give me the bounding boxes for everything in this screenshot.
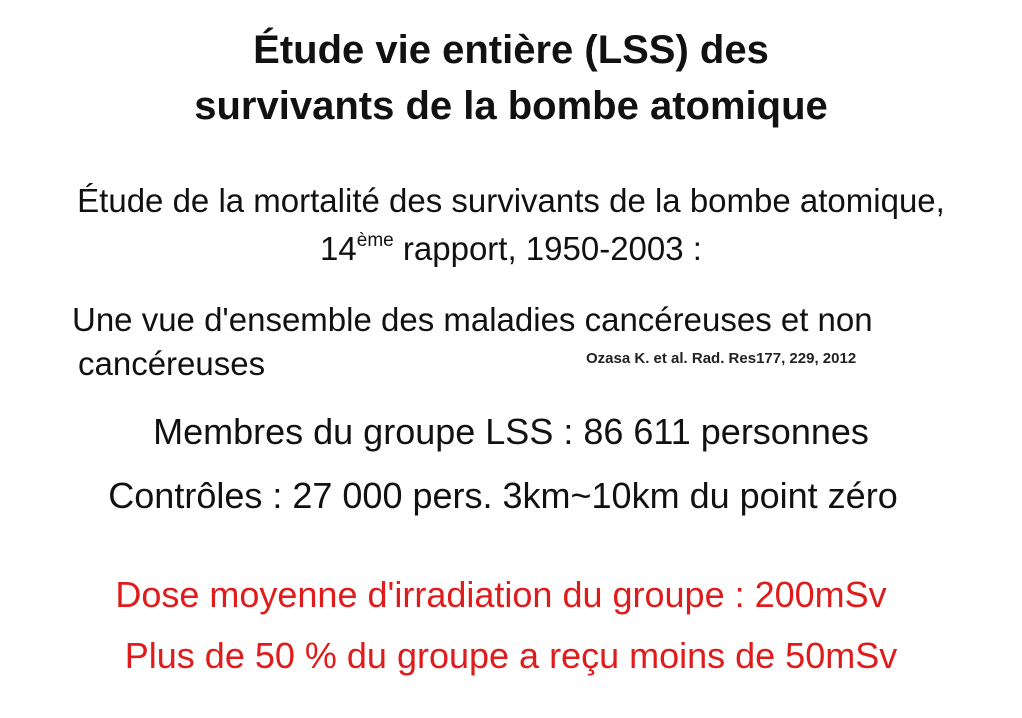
- report-number: 14: [320, 230, 357, 267]
- members-fact: Membres du groupe LSS : 86 611 personnes: [153, 411, 869, 452]
- subtitle-line-2: [0, 225, 1022, 273]
- overview-line-1: Une vue d'ensemble des maladies cancéreuses et non: [72, 301, 873, 338]
- citation: Ozasa K. et al. Rad. Res177, 229, 2012: [586, 350, 857, 367]
- report-ordinal-suffix: ème: [356, 230, 394, 251]
- title-line-1: Étude vie entière (LSS) des: [253, 28, 769, 72]
- low-dose-share-highlight: Plus de 50 % du groupe a reçu moins de 50mSv: [124, 635, 898, 676]
- title-line-2: survivants de la bombe atomique: [194, 84, 828, 128]
- controls-fact: Contrôles : 27 000 pers. 3km~10km du point zéro: [108, 475, 898, 516]
- subtitle-line-1: Étude de la mortalité des survivants de la bombe atomique,: [77, 182, 945, 219]
- overview-text: [72, 298, 972, 386]
- slide-title: [0, 22, 1022, 134]
- average-dose-highlight: Dose moyenne d'irradiation du groupe : 200mSv: [115, 574, 887, 615]
- overview-line-2: cancéreuses: [78, 345, 266, 382]
- report-period: rapport, 1950-2003 :: [393, 230, 702, 267]
- study-subtitle: [0, 177, 1022, 273]
